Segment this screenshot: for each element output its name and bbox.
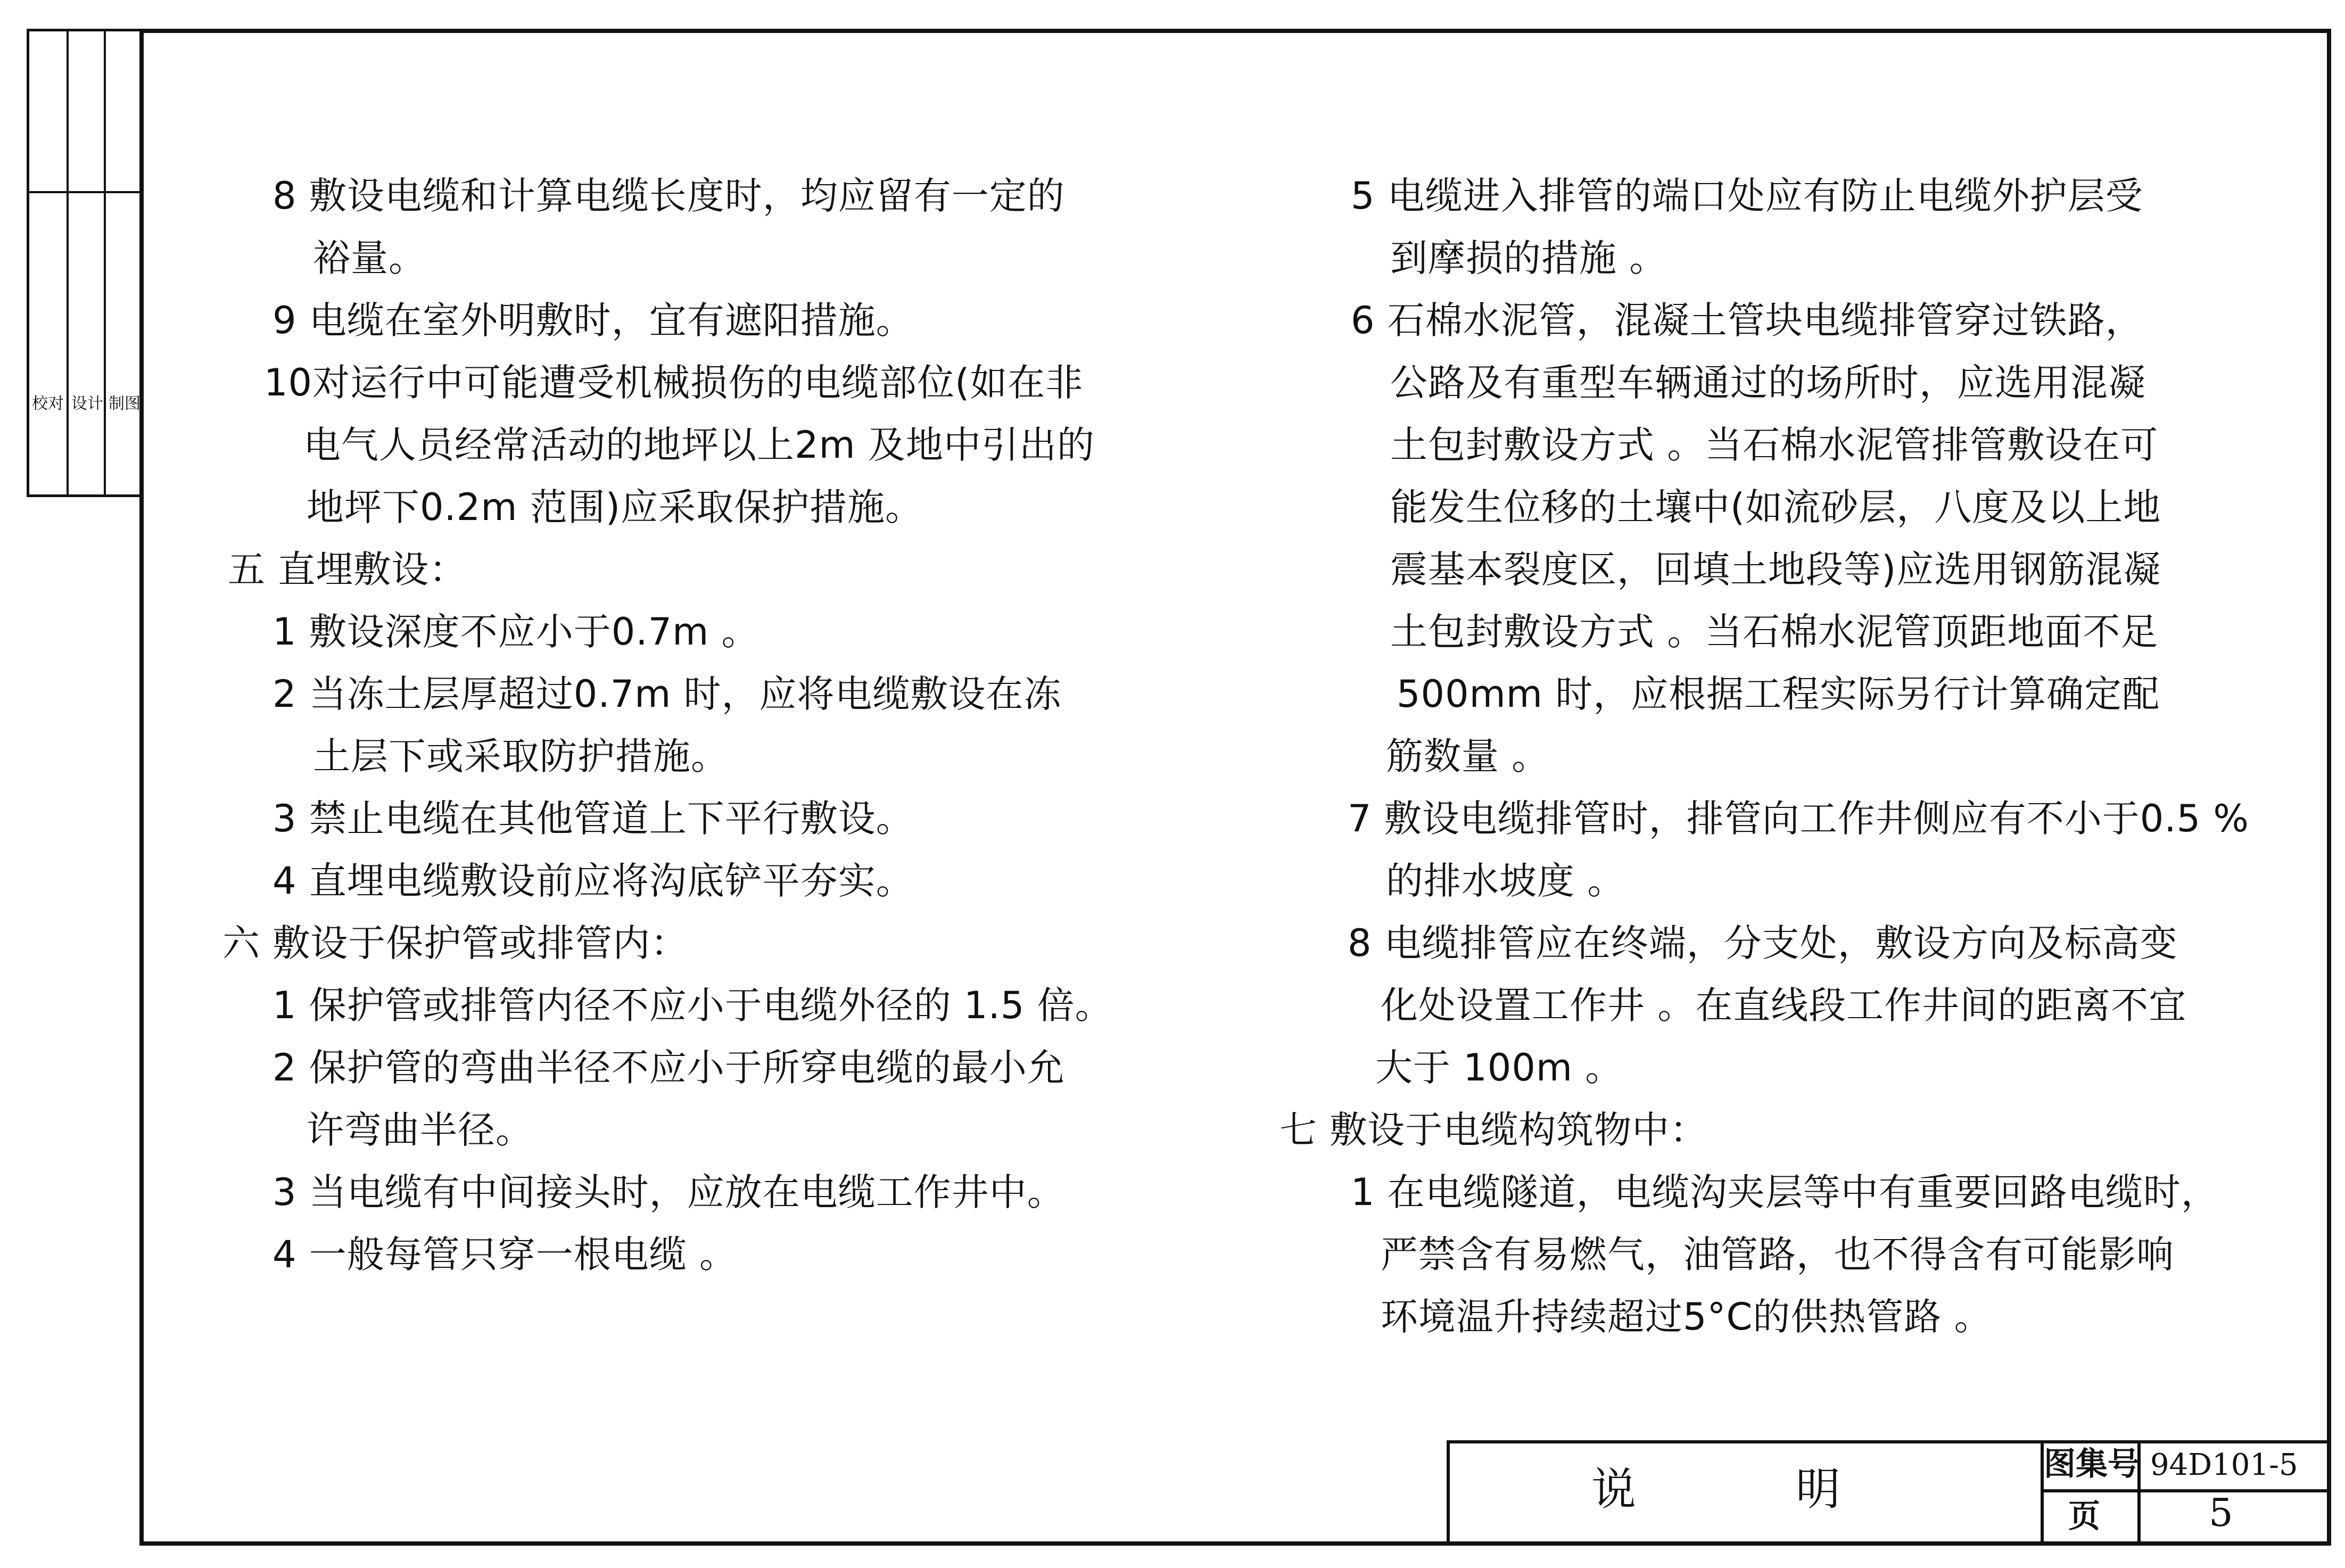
signoff-col-check <box>29 31 67 494</box>
text-line: 4 直埋电缆敷设前应将沟底铲平夯实。 <box>273 859 914 903</box>
text-line: 8 敷设电缆和计算电缆长度时，均应留有一定的 <box>273 174 1065 218</box>
text-line: 3 当电缆有中间接头时，应放在电缆工作井中。 <box>273 1170 1065 1214</box>
drawing-title: 说明 <box>1591 1463 2001 1515</box>
text-line: 能发生位移的土壤中(如流砂层，八度及以上地 <box>1390 485 2161 529</box>
text-line: 1 在电缆隧道，电缆沟夹层等中有重要回路电缆时， <box>1351 1170 2219 1214</box>
text-line: 电气人员经常活动的地坪以上2m 及地中引出的 <box>303 423 1095 467</box>
signoff-label-check: 校对 <box>32 394 64 413</box>
page-number: 5 <box>2209 1490 2233 1535</box>
text-line: 2 保护管的弯曲半径不应小于所穿电缆的最小允 <box>273 1046 1065 1090</box>
text-line: 地坪下0.2m 范围)应采取保护措施。 <box>307 485 923 529</box>
text-line: 土包封敷设方式 。当石棉水泥管排管敷设在可 <box>1390 423 2159 467</box>
text-line: 1 敷设深度不应小于0.7m 。 <box>273 610 759 654</box>
section-heading-7: 七 敷设于电缆构筑物中： <box>1279 1108 1708 1152</box>
text-line: 环境温升持续超过5°C的供热管路 。 <box>1381 1295 1992 1339</box>
text-line: 5 电缆进入排管的端口处应有防止电缆外护层受 <box>1351 174 2143 218</box>
text-line: 裕量。 <box>313 236 426 280</box>
signoff-divider <box>29 191 139 193</box>
text-line: 土层下或采取防护措施。 <box>313 735 729 778</box>
text-line: 许弯曲半径。 <box>307 1108 533 1152</box>
text-line: 震基本裂度区，回填土地段等)应选用钢筋混凝 <box>1390 548 2161 591</box>
text-line: 2 当冻土层厚超过0.7m 时，应将电缆敷设在冻 <box>273 672 1062 716</box>
signoff-label-draw: 制图 <box>109 394 141 413</box>
text-line: 1 保护管或排管内径不应小于电缆外径的 1.5 倍。 <box>273 984 1113 1027</box>
text-line: 的排水坡度 。 <box>1386 859 1625 903</box>
text-line: 化处设置工作井 。在直线段工作井间的距离不宜 <box>1381 984 2187 1027</box>
drawing-frame <box>139 29 2331 1546</box>
section-heading-5: 五 直埋敷设： <box>228 548 467 591</box>
text-line: 大于 100m 。 <box>1375 1046 1623 1090</box>
text-line: 500mm 时，应根据工程实际另行计算确定配 <box>1397 672 2160 716</box>
signoff-col-design <box>67 31 106 494</box>
text-line: 严禁含有易燃气，油管路，也不得含有可能影响 <box>1381 1233 2174 1276</box>
title-block-row-divider <box>2041 1489 2327 1492</box>
page-label: 页 <box>2068 1498 2100 1535</box>
section-heading-6: 六 敷设于保护管或排管内： <box>222 921 689 965</box>
signoff-label-design: 设计 <box>71 394 103 413</box>
text-line: 10对运行中可能遭受机械损伤的电缆部位(如在非 <box>264 361 1084 405</box>
text-line: 7 敷设电缆排管时，排管向工作井侧应有不小于0.5 % <box>1348 797 2249 840</box>
text-line: 4 一般每管只穿一根电缆 。 <box>273 1233 738 1276</box>
signoff-strip <box>27 29 139 497</box>
text-line: 6 石棉水泥管，混凝土管块电缆排管穿过铁路， <box>1351 299 2143 342</box>
text-line: 筋数量 。 <box>1386 735 1550 778</box>
atlas-number-label: 图集号 <box>2044 1446 2140 1483</box>
text-line: 8 电缆排管应在终端，分支处，敷设方向及标高变 <box>1348 921 2178 965</box>
atlas-number-value: 94D101-5 <box>2150 1448 2298 1482</box>
text-line: 土包封敷设方式 。当石棉水泥管顶距地面不足 <box>1390 610 2159 654</box>
text-line: 9 电缆在室外明敷时，宜有遮阳措施。 <box>273 299 914 342</box>
text-line: 3 禁止电缆在其他管道上下平行敷设。 <box>273 797 914 840</box>
text-line: 公路及有重型车辆通过的场所时，应选用混凝 <box>1390 361 2146 405</box>
signoff-col-draw <box>104 31 143 494</box>
text-line: 到摩损的措施 。 <box>1390 236 1667 280</box>
